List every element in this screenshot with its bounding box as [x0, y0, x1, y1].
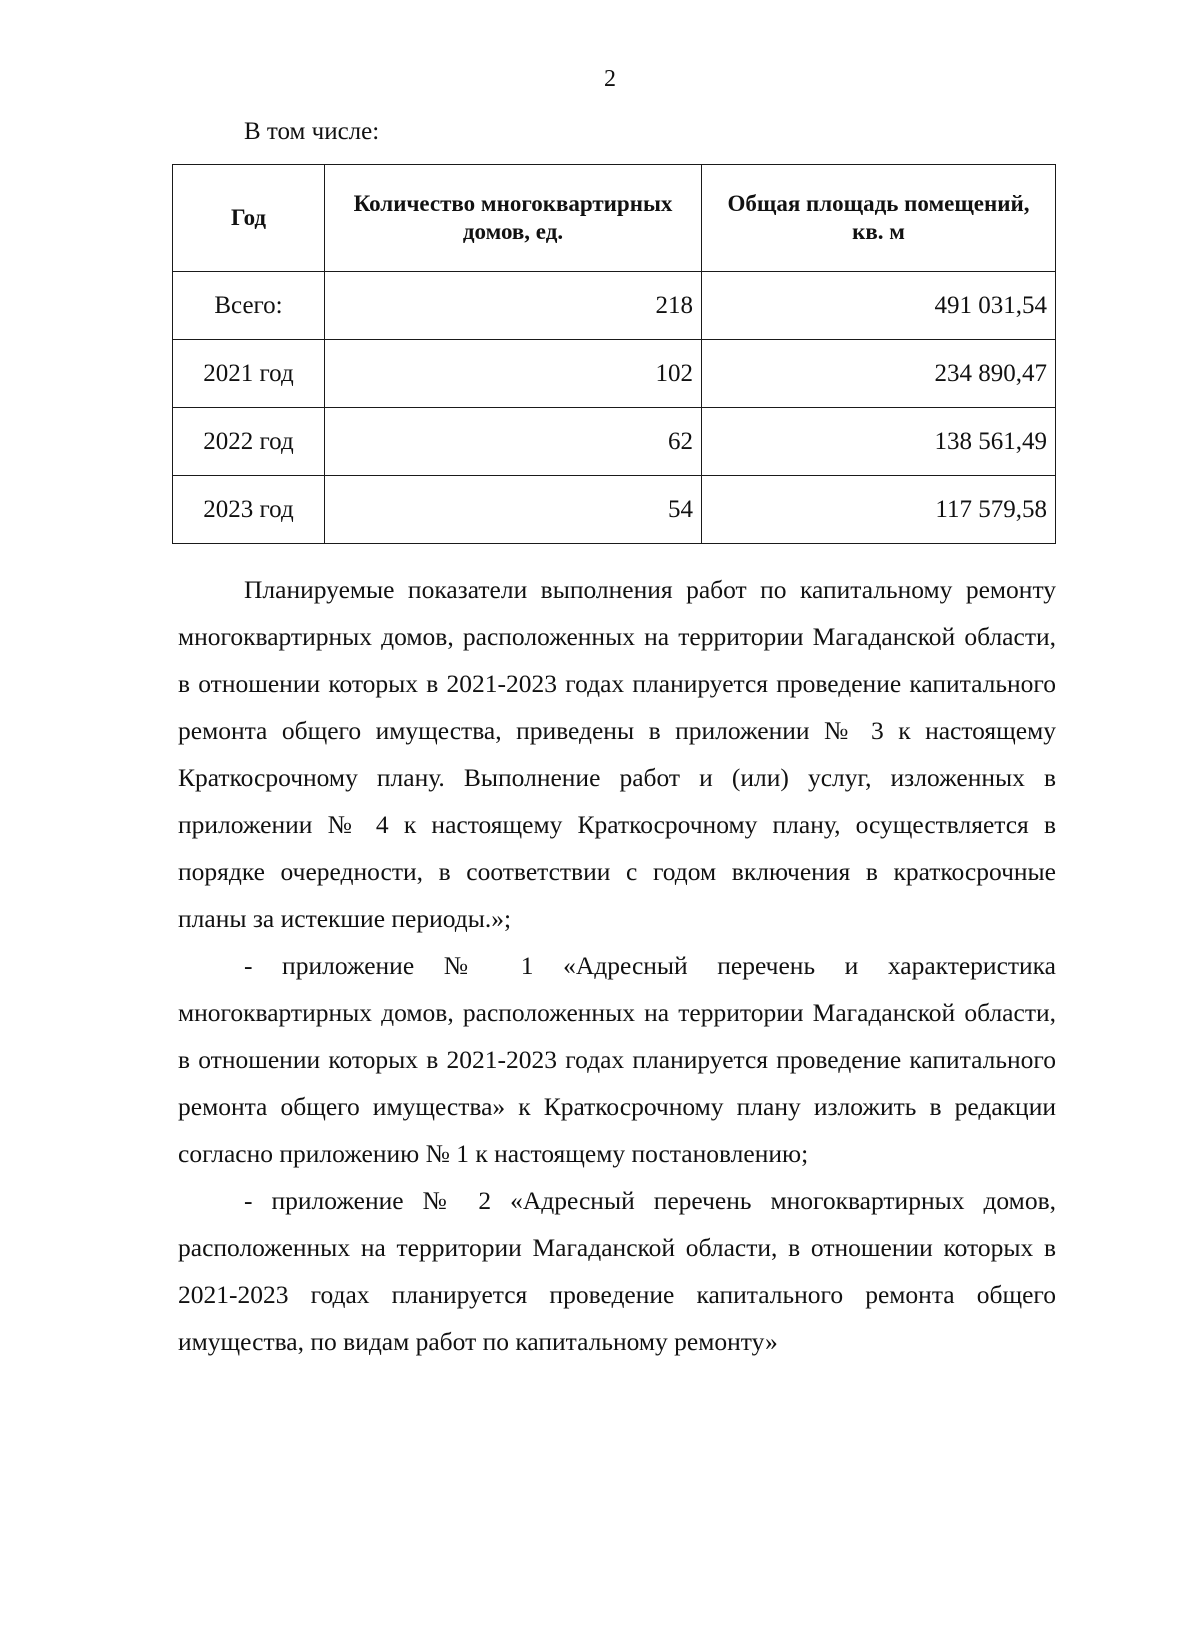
page-number: 2 [604, 66, 616, 92]
paragraph-planned-indicators: Планируемые показатели выполнения работ по капитальному ремонту многоквартирных домов, расположенных на территории Магаданской области, в отношении которых в 2021-2023 годах планируется проведение капитального ремонта общего имущества, приведены в приложении № 3 к настоящему Краткосрочному плану. Выполнение работ и (или) услуг, изложенных в приложении № 4 к настоящему Краткосрочному плану, осуществляется в порядке очередности, в соответствии с годом включения в краткосрочные планы за истекшие периоды.»; [178, 575, 1056, 933]
paragraph-appendix-2: - приложение № 2 «Адресный перечень многоквартирных домов, расположенных на территории Магаданской области, в отношении которых в 2021-2023 годах планируется проведение капитального ремонта общего имущества, по видам работ по капитальному ремонту» [178, 1186, 1056, 1356]
table-row [173, 340, 1056, 408]
row-year-cell: 2021 год [173, 340, 325, 408]
table-row [173, 272, 1056, 340]
row-count-cell: 54 [325, 476, 702, 544]
row-area-cell: 138 561,49 [702, 408, 1056, 476]
table-intro-text: В том числе: [244, 118, 380, 145]
paragraph-appendix-1: - приложение № 1 «Адресный перечень и характеристика многоквартирных домов, расположенных на территории Магаданской области, в отношении которых в 2021-2023 годах планируется проведение капитального ремонта общего имущества» к Краткосрочному плану изложить в редакции согласно приложению № 1 к настоящему постановлению; [178, 951, 1056, 1168]
row-count-cell: 102 [325, 340, 702, 408]
row-count-cell: 62 [325, 408, 702, 476]
housing-table [172, 164, 1056, 544]
table-row [173, 476, 1056, 544]
row-year-cell: 2022 год [173, 408, 325, 476]
header-year: Год [173, 165, 325, 272]
table-row [173, 408, 1056, 476]
row-area-cell: 117 579,58 [702, 476, 1056, 544]
header-area: Общая площадь помещений, кв. м [702, 165, 1056, 272]
row-year-cell: Всего: [173, 272, 325, 340]
row-year-cell: 2023 год [173, 476, 325, 544]
row-area-cell: 491 031,54 [702, 272, 1056, 340]
row-area-cell: 234 890,47 [702, 340, 1056, 408]
table-header-row [173, 165, 1056, 272]
row-count-cell: 218 [325, 272, 702, 340]
document-body [178, 566, 1056, 1365]
header-count: Количество многоквартирных домов, ед. [325, 165, 702, 272]
